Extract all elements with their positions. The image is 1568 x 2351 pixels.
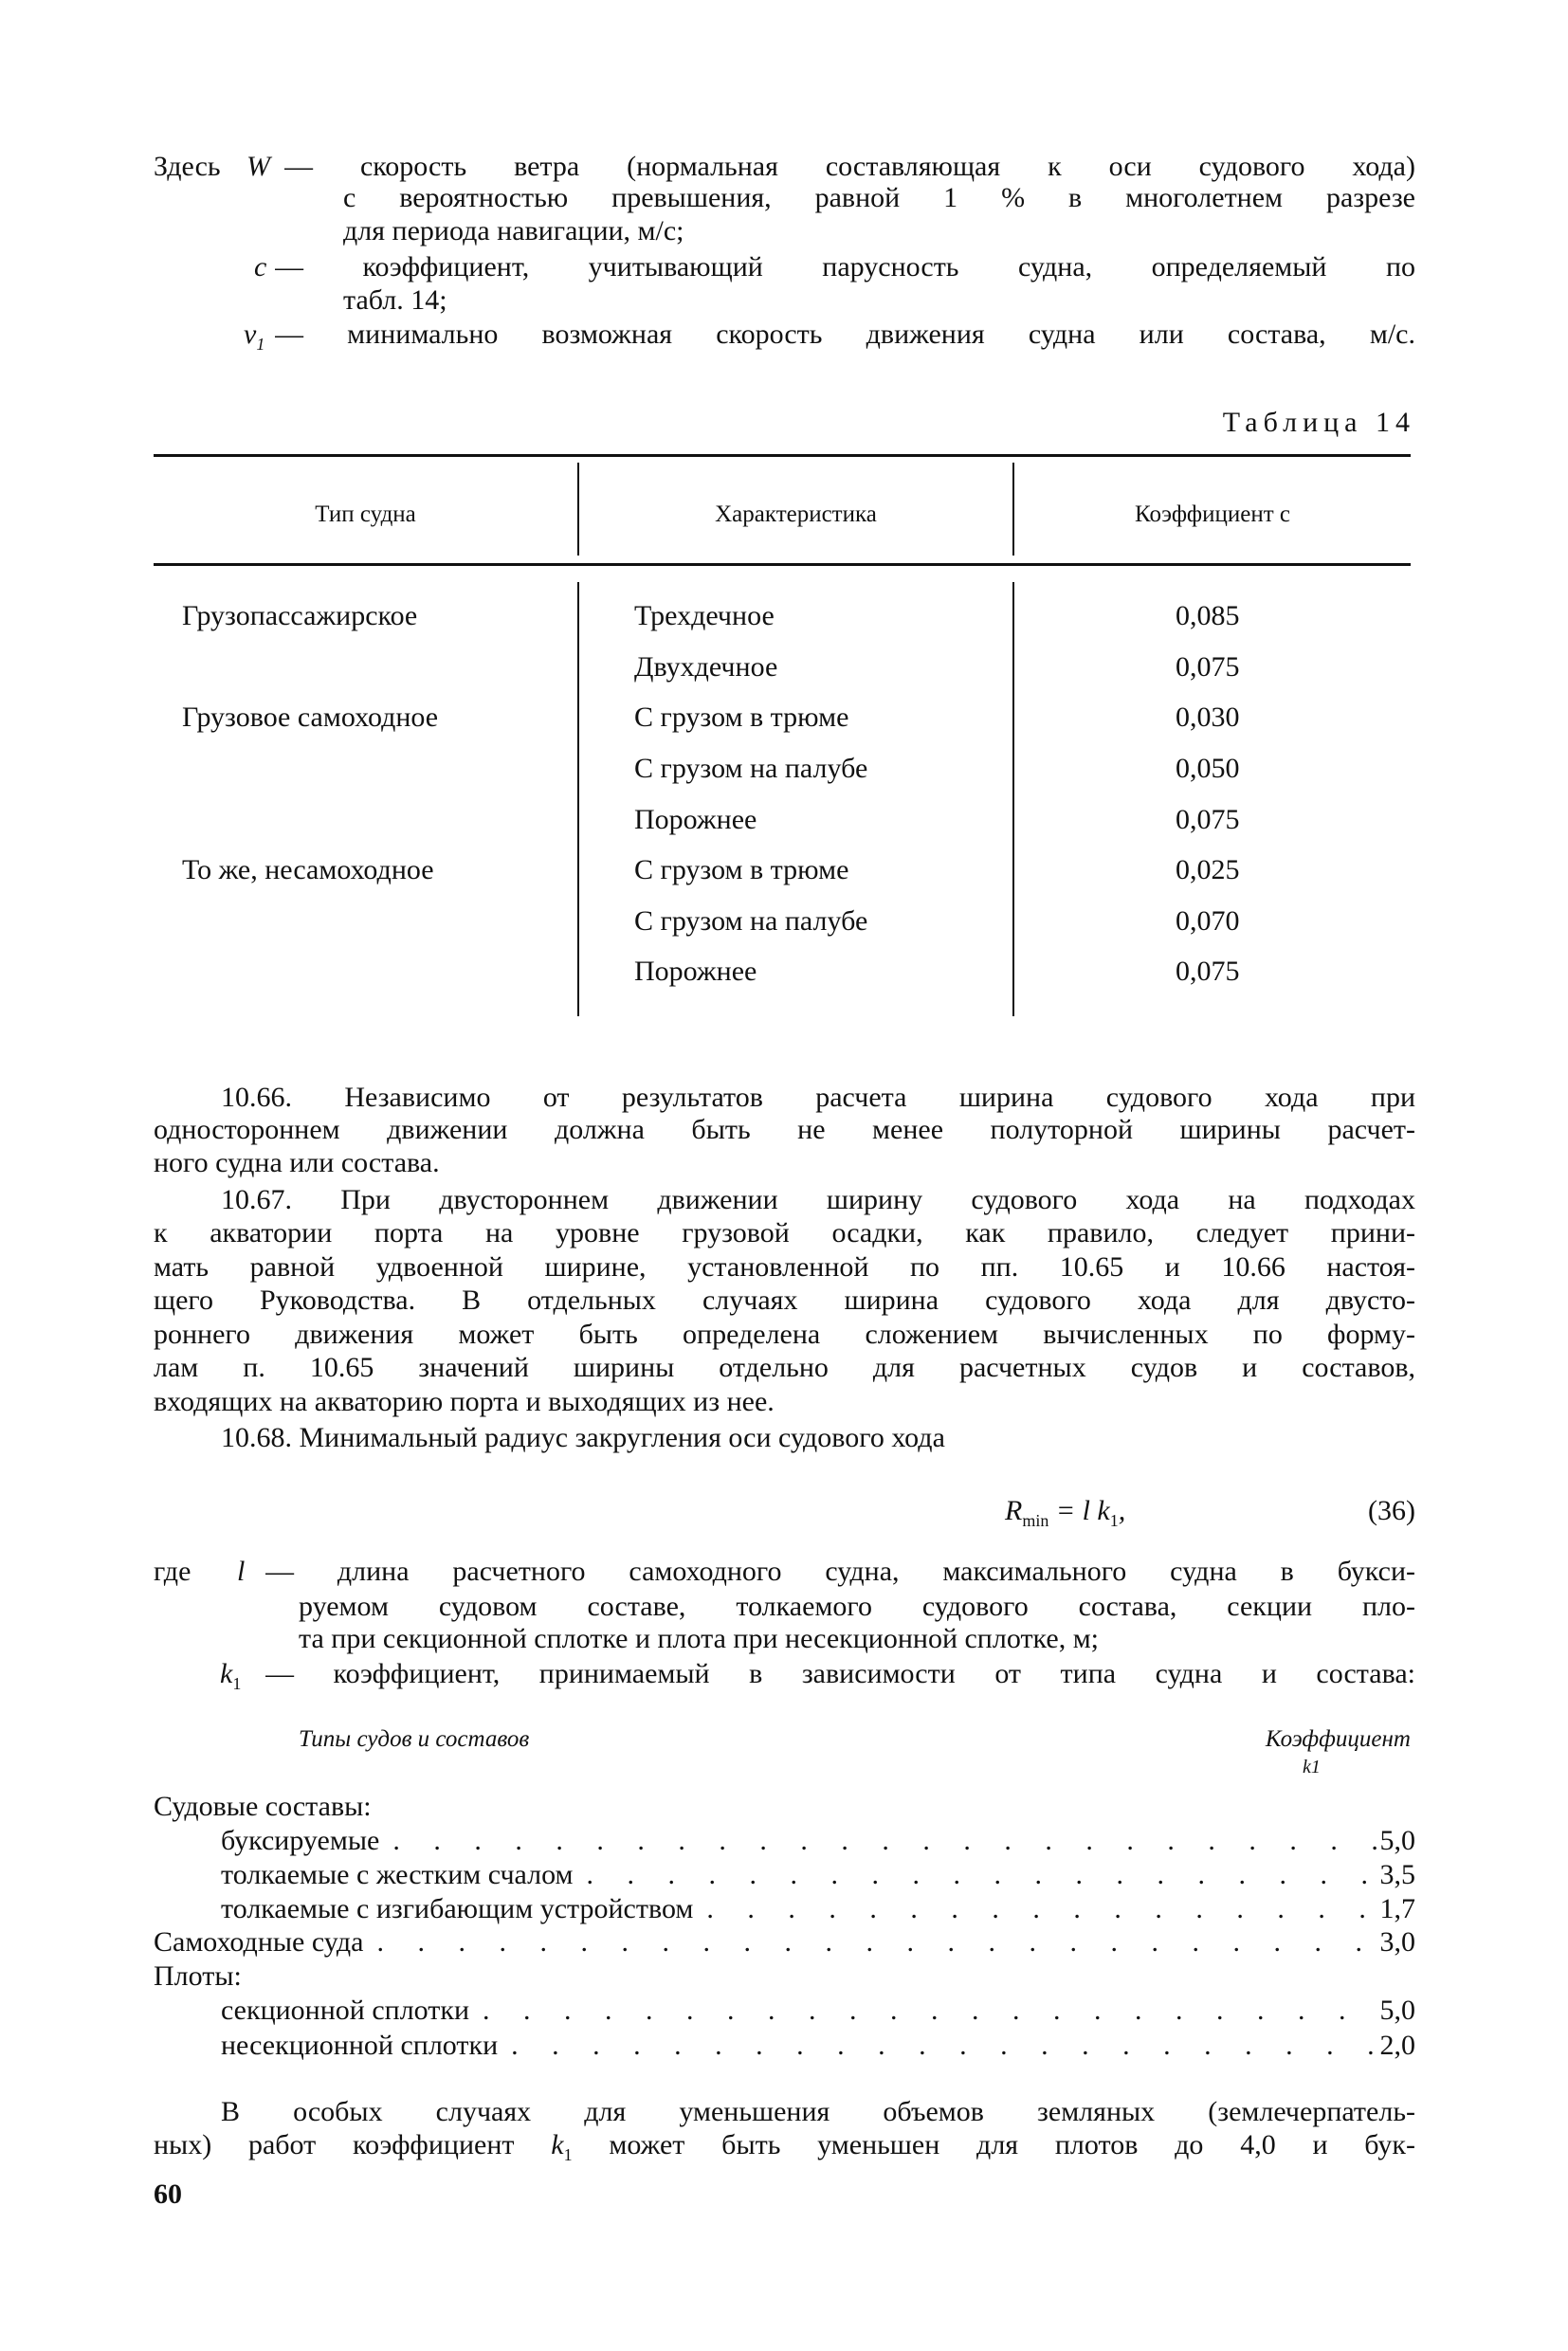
symbol-v: v	[244, 319, 257, 350]
cell-coef: 0,085	[1176, 600, 1240, 631]
symbol-c: c	[254, 251, 267, 282]
dot-leader	[379, 1824, 1379, 1858]
column-divider	[577, 582, 579, 1016]
cell-char: С грузом на палубе	[634, 905, 868, 937]
cell-type: То же, несамоходное	[182, 854, 434, 885]
where-lead: где	[154, 1556, 191, 1587]
intro-line: с вероятностью превышения, равной 1 % в многолетнем разрезе	[343, 182, 1415, 213]
intro-line: для периода навигации, м/с;	[343, 215, 684, 246]
cell-char: С грузом в трюме	[634, 854, 849, 885]
formula-lhs-sub: min	[1022, 1511, 1049, 1530]
cell-type: Грузопассажирское	[182, 600, 418, 631]
item-value: 5,0	[1379, 1995, 1415, 2026]
text-part: ных) работ коэффициент	[154, 2129, 515, 2160]
table-top-rule	[154, 454, 1411, 457]
symbol-k: k	[220, 1658, 233, 1689]
item-label: толкаемые с жестким счалом	[221, 1859, 574, 1890]
text-line: — длина расчетного самоходного судна, максимального судна в букси-	[265, 1556, 1415, 1587]
formula-rhs: = l k	[1055, 1495, 1110, 1526]
text-line: В особых случаях для уменьшения объемов земляных (землечерпатель-	[221, 2096, 1415, 2127]
text-line: щего Руководства. В отдельных случаях ширина судового хода для двусто-	[154, 1285, 1415, 1316]
symbol-v1	[244, 318, 264, 352]
text-line: 10.67. При двустороннем движении ширину судового хода на подходах	[221, 1184, 1415, 1215]
cell-char: С грузом на палубе	[634, 753, 868, 784]
formula-expression	[1005, 1494, 1125, 1528]
text-line: ного судна или состава.	[154, 1147, 440, 1178]
dot-leader	[693, 1892, 1379, 1926]
formula-lhs: R	[1005, 1495, 1023, 1526]
list-item	[221, 2029, 1415, 2063]
list-header-left: Типы судов и составов	[299, 1726, 530, 1752]
item-value: 2,0	[1379, 2030, 1415, 2061]
formula-number: (36)	[1368, 1495, 1415, 1526]
text-line: к акватории порта на уровне грузовой осадки, как правило, следует прини-	[154, 1217, 1415, 1248]
formula-rhs-sub: 1	[1109, 1511, 1119, 1530]
cell-char: Порожнее	[634, 804, 757, 835]
text-line: — коэффициент, принимаемый в зависимости от типа судна и состава:	[265, 1658, 1415, 1689]
symbol-k1	[551, 2129, 572, 2160]
list-header-right: Коэффициент	[1265, 1726, 1411, 1752]
dot-leader	[469, 1994, 1379, 2028]
item-value: 5,0	[1379, 1825, 1415, 1856]
symbol-l: l	[237, 1556, 246, 1587]
cell-coef: 0,075	[1176, 956, 1240, 987]
item-label: секционной сплотки	[221, 1995, 470, 2026]
list-item	[221, 1892, 1415, 1926]
list-item: Плоты:	[154, 1960, 242, 1992]
intro-line: табл. 14;	[343, 284, 447, 316]
table-caption: Таблица 14	[1222, 407, 1415, 438]
cell-coef: 0,025	[1176, 854, 1240, 885]
list-item	[154, 1925, 1415, 1959]
list-item	[221, 1858, 1415, 1892]
symbol-sub: 1	[256, 335, 265, 354]
text-line: лам п. 10.65 значений ширины отдельно для расчетных судов и составов,	[154, 1352, 1415, 1383]
text-line: одностороннем движении должна быть не менее полуторной ширины расчет-	[154, 1114, 1415, 1145]
list-item	[221, 1824, 1415, 1858]
list-header-right-sub: k1	[1303, 1757, 1321, 1777]
cell-char: Двухдечное	[634, 651, 778, 683]
formula-tail: ,	[1118, 1495, 1126, 1526]
item-value: 3,5	[1379, 1859, 1415, 1890]
symbol-k: k	[551, 2129, 564, 2160]
symbol-w: W	[246, 151, 270, 182]
cell-coef: 0,070	[1176, 905, 1240, 937]
cell-type: Грузовое самоходное	[182, 702, 439, 733]
intro-line: — скорость ветра (нормальная составляющая к оси судового хода)	[284, 151, 1415, 182]
text-line: роннего движения может быть определена сложением вычисленных по форму-	[154, 1319, 1415, 1350]
text-part: может быть уменьшен для плотов до 4,0 и бук-	[609, 2129, 1415, 2160]
header-type: Тип судна	[315, 501, 416, 527]
cell-char: Трехдечное	[634, 600, 775, 631]
cell-coef: 0,050	[1176, 753, 1240, 784]
symbol-k1	[220, 1657, 241, 1691]
text-line	[154, 2128, 1415, 2162]
header-coefficient: Коэффициент c	[1135, 501, 1290, 527]
cell-char: С грузом в трюме	[634, 702, 849, 733]
item-label: Самоходные суда	[154, 1926, 364, 1958]
column-divider	[1012, 582, 1014, 1016]
text-line: 10.66. Независимо от результатов расчета ширина судового хода при	[221, 1082, 1415, 1113]
cell-coef: 0,030	[1176, 702, 1240, 733]
dot-leader	[363, 1925, 1379, 1959]
header-characteristic: Характеристика	[715, 501, 877, 527]
text-line: та при секционной сплотке и плота при несекционной сплотке, м;	[299, 1623, 1100, 1654]
text-line: входящих на акваторию порта и выходящих из нее.	[154, 1386, 775, 1417]
item-value: 3,0	[1379, 1926, 1415, 1958]
item-label: буксируемые	[221, 1825, 380, 1856]
cell-coef: 0,075	[1176, 804, 1240, 835]
item-label: толкаемые с изгибающим устройством	[221, 1893, 694, 1924]
intro-line: — коэффициент, учитывающий парусность судна, определяемый по	[275, 251, 1415, 282]
symbol-sub: 1	[563, 2145, 573, 2162]
list-item	[221, 1994, 1415, 2028]
dot-leader	[498, 2029, 1379, 2063]
paragraph-10-68: 10.68. Минимальный радиус закругления оси судового хода	[221, 1422, 945, 1453]
item-value: 1,7	[1379, 1893, 1415, 1924]
text-line: мать равной удвоенной ширине, установленной по пп. 10.65 и 10.66 настоя-	[154, 1251, 1415, 1283]
cell-char: Порожнее	[634, 956, 757, 987]
dot-leader	[574, 1858, 1380, 1892]
text-line: руемом судовом составе, толкаемого судового состава, секции пло-	[299, 1591, 1415, 1622]
table-header-rule	[154, 563, 1411, 566]
intro-lead: Здесь	[154, 151, 221, 182]
cell-coef: 0,075	[1176, 651, 1240, 683]
item-label: несекционной сплотки	[221, 2030, 499, 2061]
page-number: 60	[154, 2178, 182, 2210]
symbol-sub: 1	[232, 1674, 242, 1693]
intro-line: — минимально возможная скорость движения судна или состава, м/с.	[275, 319, 1415, 350]
list-item: Судовые составы:	[154, 1791, 372, 1822]
